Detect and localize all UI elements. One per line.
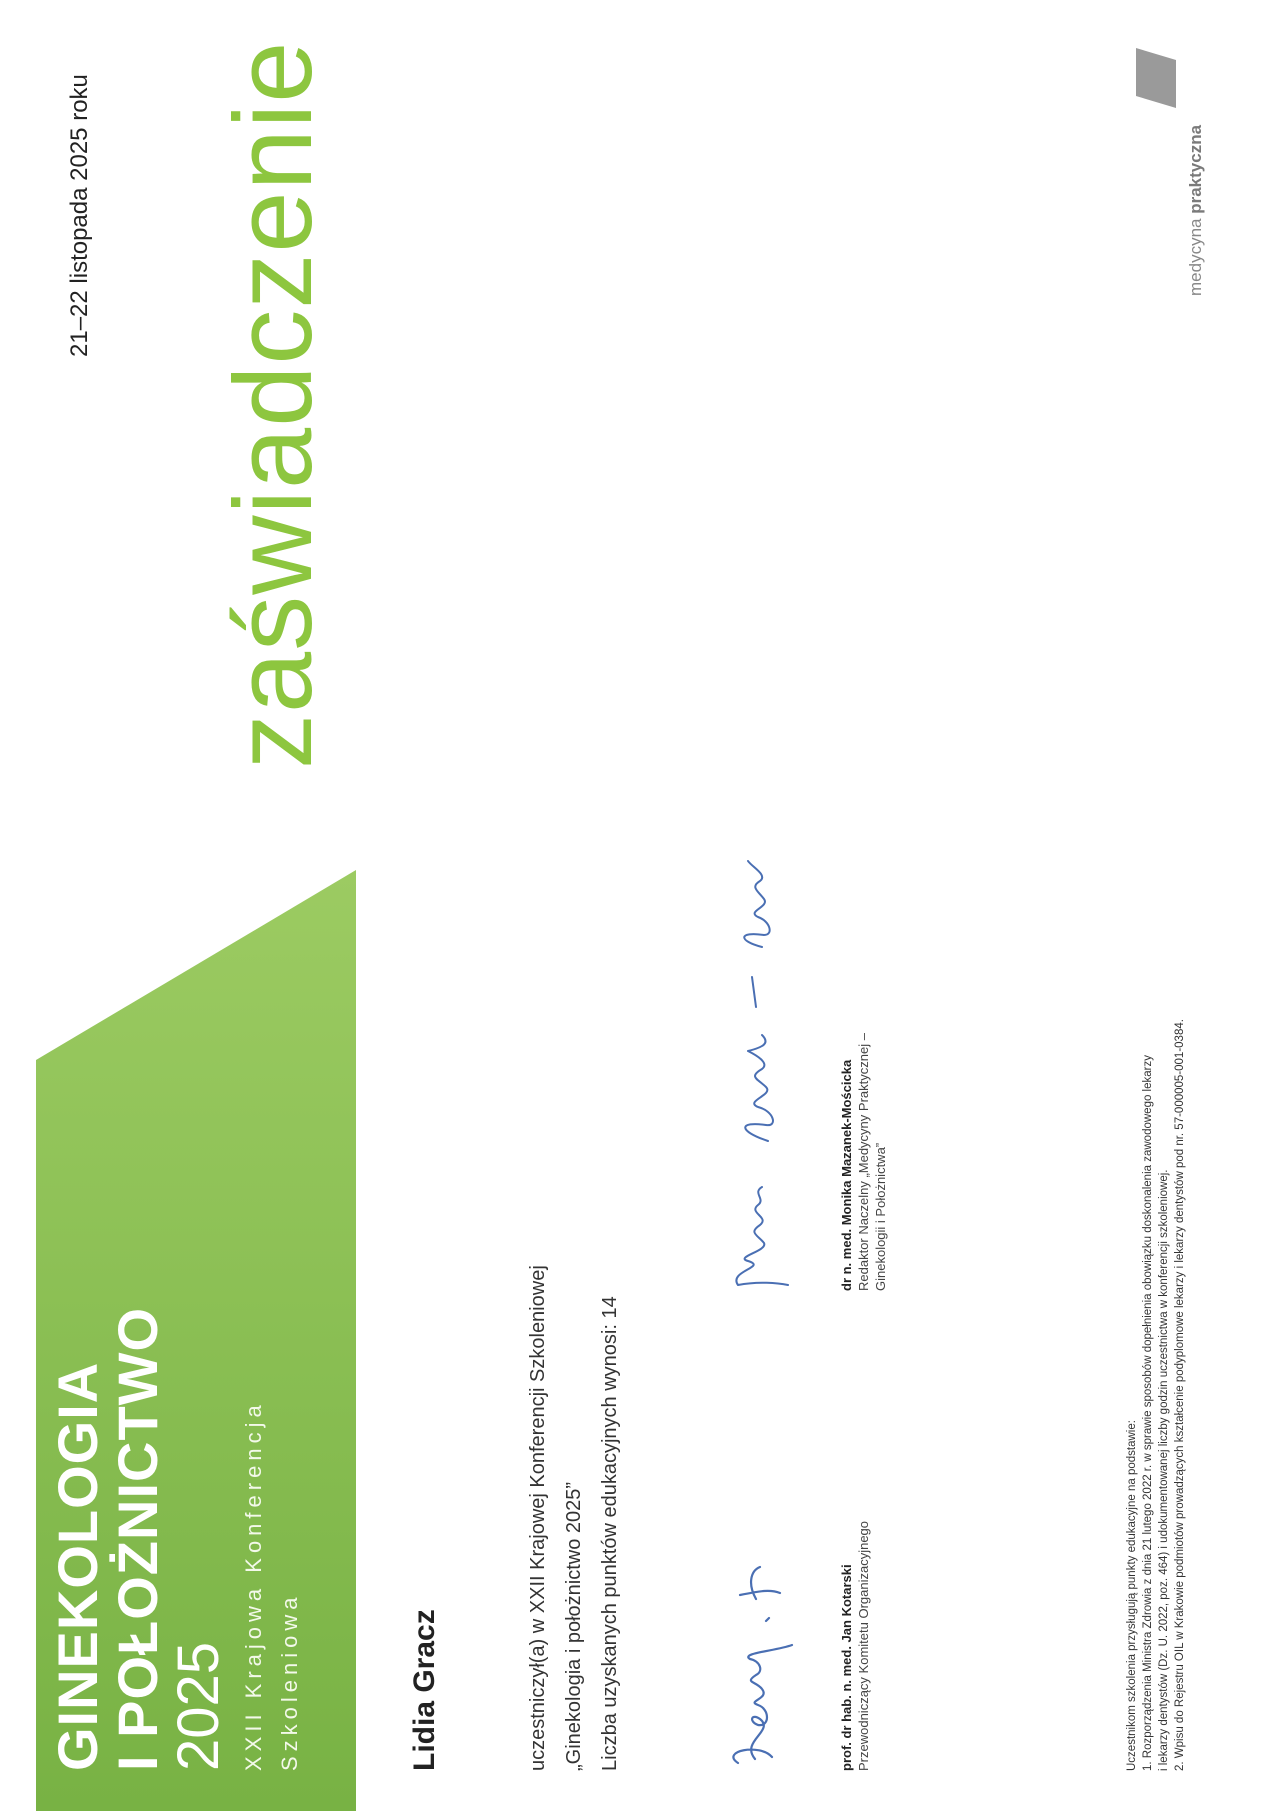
footer-line-4: 2. Wpisu do Rejestru OIL w Krakowie podmiotów prowadzących kształcenie podyplomowe lekarzy i lekarzy dentystów pod nr. 57-000005-001-0384. — [1174, 1019, 1186, 1771]
conference-subtitle-line2: Szkoleniowa — [277, 1592, 302, 1771]
conference-subtitle — [236, 1400, 308, 1771]
footer-line-3: i lekarzy dentystów (Dz. U. 2022, poz. 464) i udokumentowanej liczby godzin uczestnictwa w konferencji szkoleniowej. — [1158, 1169, 1170, 1771]
participant-name: Lidia Gracz — [408, 1609, 441, 1771]
conference-title — [48, 1307, 230, 1771]
signature-left — [700, 1541, 810, 1771]
body-line-1: uczestniczył(a) w XXII Krajowej Konferencji Szkoleniowej — [527, 1265, 549, 1771]
signatory-right-name: dr n. med. Monika Mazanek-Mościcka — [839, 1059, 854, 1291]
conference-title-line1: GINEKOLOGIA — [46, 1361, 109, 1771]
signatory-right-role-line1: Redaktor Naczelny „Medycyny Praktycznej – — [856, 1033, 871, 1291]
signature-right — [708, 731, 798, 1291]
event-date: 21–22 listopada 2025 roku — [66, 74, 93, 357]
footer-line-1: Uczestnikom szkolenia przysługują punkty edukacyjne na podstawie: — [1126, 1420, 1138, 1771]
signatory-left-name: prof. dr hab. n. med. Jan Kotarski — [839, 1564, 854, 1771]
signatory-left — [838, 1521, 872, 1771]
logo-square-icon — [1136, 48, 1176, 108]
footer-legal-note — [1124, 1019, 1188, 1771]
body-line-2: „Ginekologia i położnictwo 2025” — [563, 1481, 585, 1771]
body-line-3: Liczba uzyskanych punktów edukacyjnych wynosi: 14 — [599, 1296, 621, 1771]
signatory-right-role-line2: Ginekologii i Położnictwa” — [873, 1142, 888, 1291]
conference-year: 2025 — [166, 1641, 231, 1771]
logo-word-praktyczna: praktyczna — [1186, 124, 1205, 214]
document-heading: zaświadczenie — [212, 40, 335, 769]
footer-line-2: 1. Rozporządzenia Ministra Zdrowia z dnia 21 lutego 2022 r. w sprawie sposobów dopełnienia obowiązku doskonalenia zawodowego lekarzy — [1142, 1055, 1154, 1771]
conference-title-line2: I POŁOŻNICTWO — [106, 1306, 169, 1771]
signatory-left-role: Przewodniczący Komitetu Organizacyjnego — [856, 1520, 871, 1771]
signatory-right — [838, 1033, 889, 1291]
conference-subtitle-line1: XXII Krajowa Konferencja — [241, 1400, 266, 1771]
logo-word-medycyna: medycyna — [1186, 218, 1205, 296]
logo-wordmark — [1186, 125, 1206, 296]
certificate-body — [520, 1265, 628, 1771]
